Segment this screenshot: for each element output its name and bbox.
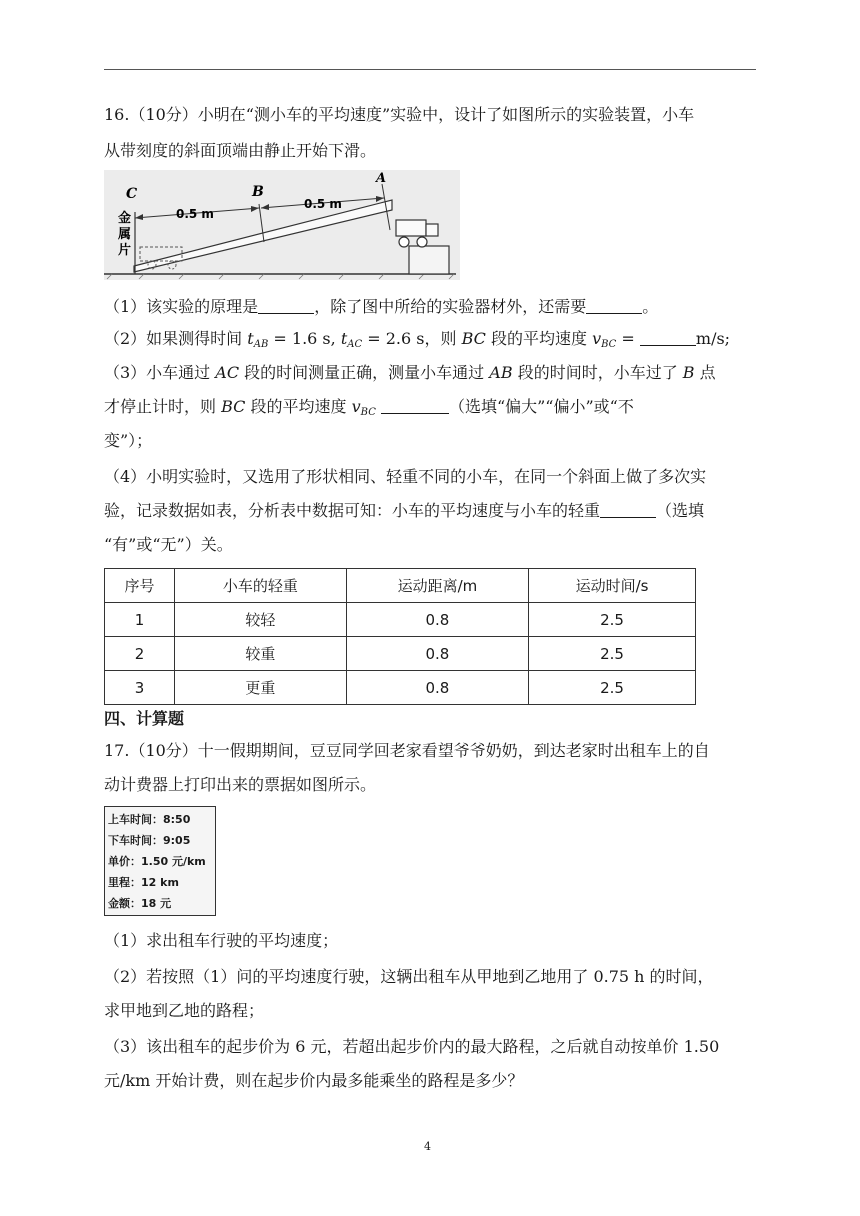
receipt-line: 里程：12 km	[108, 876, 179, 889]
q16-part4-line3: “有”或“无”）关。	[104, 535, 233, 554]
table-header: 序号	[105, 569, 175, 603]
table-cell: 1	[105, 603, 175, 637]
table-cell: 较重	[175, 637, 347, 671]
table-cell: 更重	[175, 671, 347, 705]
metal-label-1: 金	[118, 211, 132, 226]
q16-part1: （1）该实验的原理是 ，除了图中所给的实验器材外，还需要 。	[104, 297, 659, 316]
q16-part4-line2: 验，记录数据如表，分析表中数据可知：小车的平均速度与小车的轻重 （选填	[104, 501, 705, 520]
table-header: 运动距离/m	[346, 569, 528, 603]
label-a: A	[376, 171, 387, 186]
table-cell: 0.8	[346, 637, 528, 671]
table-row	[105, 671, 696, 705]
table-cell: 0.8	[346, 603, 528, 637]
dist-ba: 0.5 m	[304, 197, 342, 211]
metal-label-2: 属	[118, 227, 132, 242]
q17-part2-line1: （2）若按照（1）问的平均速度行驶，这辆出租车从甲地到乙地用了 0.75 h 的时间，	[104, 967, 714, 986]
table-cell: 2	[105, 637, 175, 671]
q16-part3-line2: 才停止计时，则 BC 段的平均速度 $v_{BC}$ （选填“偏大”“偏小”或“不	[104, 397, 634, 418]
q16-part3-line1: （3）小车通过 AC 段的时间测量正确，测量小车通过 AB 段的时间时，小车过了 B 点	[104, 363, 716, 382]
table-header-row	[105, 569, 696, 603]
table-row	[105, 603, 696, 637]
metal-label-3: 片	[118, 243, 132, 258]
q16-part2: （2）如果测得时间 $t_{AB} = 1.6$ s, $t_{AC} = 2.6$ s，则 BC 段的平均速度 $v_{BC} = m/s$;	[104, 329, 731, 350]
q17-part3-line1: （3）该出租车的起步价为 6 元，若超出起步价内的最大路程，之后就自动按单价 1.50	[104, 1037, 720, 1056]
table-header: 小车的轻重	[175, 569, 347, 603]
table-cell: 3	[105, 671, 175, 705]
q17-intro-line2: 动计费器上打印出来的票据如图所示。	[104, 775, 377, 794]
section-heading: 四、计算题	[104, 709, 185, 728]
page-number: 4	[424, 1140, 431, 1153]
table-cell: 2.5	[529, 671, 696, 705]
table-cell: 较轻	[175, 603, 347, 637]
receipt-line: 单价：1.50 元/km	[108, 855, 206, 868]
q17-intro-line1: 17.（10分）十一假期期间，豆豆同学回老家看望爷爷奶奶，到达老家时出租车上的自	[104, 741, 710, 760]
taxi-receipt	[104, 806, 216, 916]
dist-cb: 0.5 m	[176, 207, 214, 221]
receipt-line: 上车时间：8:50	[108, 813, 191, 826]
label-c: C	[126, 186, 138, 202]
q17-part2-line2: 求甲地到乙地的路程；	[104, 1001, 265, 1020]
answer-blank	[381, 399, 449, 414]
q16-part3-line3: 变”）；	[104, 431, 153, 450]
label-b: B	[252, 184, 264, 200]
q16-intro-line1: 16.（10分）小明在“测小车的平均速度”实验中，设计了如图所示的实验装置，小车	[104, 105, 695, 124]
header-rule	[104, 69, 756, 70]
q16-intro-line2: 从带刻度的斜面顶端由静止开始下滑。	[104, 141, 377, 160]
answer-blank	[640, 331, 696, 346]
q16-part4-line1: （4）小明实验时，又选用了形状相同、轻重不同的小车，在同一个斜面上做了多次实	[104, 467, 707, 486]
receipt-line: 金额：18 元	[108, 897, 172, 910]
table-header: 运动时间/s	[529, 569, 696, 603]
incline-figure	[104, 170, 460, 280]
q17-part3-line2: 元/km 开始计费，则在起步价内最多能乘坐的路程是多少？	[104, 1071, 524, 1090]
answer-blank	[258, 299, 314, 314]
answer-blank	[600, 503, 656, 518]
table-cell: 0.8	[346, 671, 528, 705]
receipt-line: 下车时间：9:05	[108, 834, 191, 847]
data-table	[104, 568, 696, 705]
q17-part1: （1）求出租车行驶的平均速度；	[104, 931, 339, 950]
table-cell: 2.5	[529, 603, 696, 637]
answer-blank	[586, 299, 642, 314]
table-row	[105, 637, 696, 671]
table-cell: 2.5	[529, 637, 696, 671]
